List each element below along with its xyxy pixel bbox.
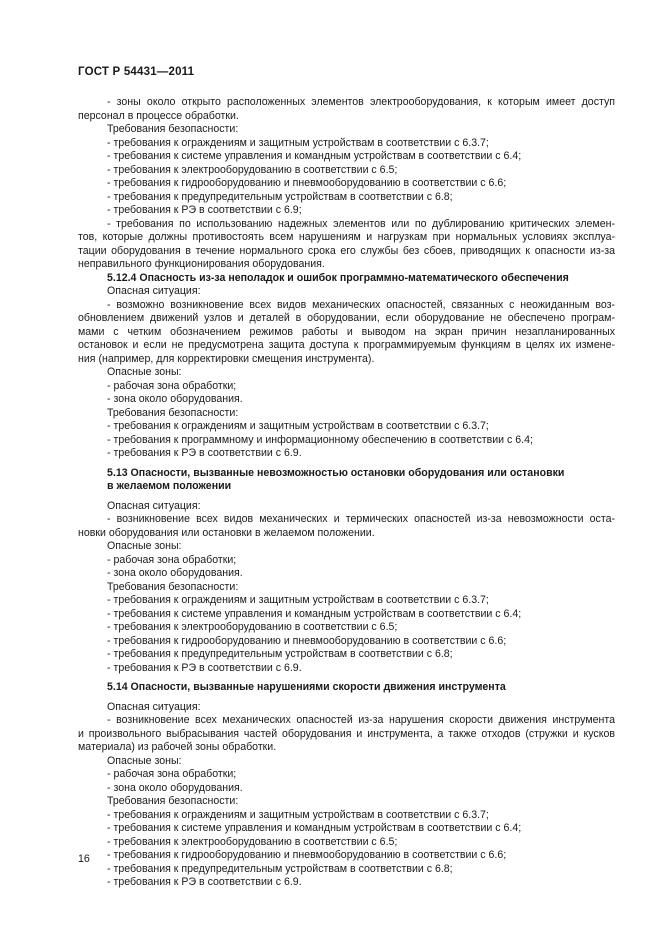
- text-line: Опасная ситуация:: [107, 499, 201, 512]
- section-heading-line: 5.14 Опасности, вызванные нарушениями скорости движения инструмента: [107, 681, 506, 693]
- text-line: - возникновение всех видов механических и термических опасностей из-за невозможности оста-: [107, 513, 615, 525]
- text-line: - требования к гидрооборудованию и пневмооборудованию в соответствии с 6.6;: [107, 177, 507, 189]
- text-line: - требования к предупредительным устройствам в соответствии с 6.8;: [107, 648, 453, 660]
- text-line: - требования к ограждениям и защитным устройствам в соответствии с 6.3.7;: [107, 136, 489, 149]
- text-line: - рабочая зона обработки;: [107, 553, 237, 566]
- text-line: Опасная ситуация:: [107, 285, 201, 297]
- text-line: ния (например, для корректировки смещения инструмента).: [78, 352, 375, 365]
- text-line: тов, которые должны противостоять всем нарушениям и нагрузкам при нормальных условиях эксплуа-: [78, 231, 615, 243]
- text-line: новки оборудования или остановки в желаемом положении.: [78, 526, 375, 539]
- text-line: - требования к ограждениям и защитным устройствам в соответствии с 6.3.7;: [107, 420, 489, 432]
- text-line: - возникновение всех механических опасностей из-за нарушения скорости движения инструмента: [107, 714, 615, 726]
- text-line: - требования к РЭ в соответствии с 6.9.: [107, 661, 302, 674]
- text-line: Требования безопасности:: [107, 795, 239, 807]
- document-header: ГОСТ Р 54431—2011: [78, 66, 195, 78]
- text-line: - требования к РЭ в соответствии с 6.9.: [107, 447, 302, 459]
- text-line: - требования к РЭ в соответствии с 6.9;: [107, 204, 302, 216]
- text-line: - требования к гидрооборудованию и пневмооборудованию в соответствии с 6.6;: [107, 634, 507, 647]
- text-line: материала) из рабочей зоны обработки.: [78, 741, 277, 753]
- text-line: Требования безопасности:: [107, 580, 239, 593]
- text-line: - возможно возникновение всех видов механических опасностей, связанных с неожиданным воз-: [107, 298, 615, 311]
- text-line: обновлением движений узлов и деталей в оборудовании, если оборудование не обеспечено програм-: [78, 312, 615, 324]
- text-line: тации оборудования в течение нормального срока его службы без сбоев, приводящих к опасности из-за: [78, 244, 615, 257]
- text-line: Требования безопасности:: [107, 406, 239, 419]
- text-line: - требования по использованию надежных элементов или по дублированию критических элемен-: [107, 217, 615, 230]
- text-line: - требования к РЭ в соответствии с 6.9.: [107, 876, 302, 888]
- text-line: - требования к электрооборудованию в соответствии с 6.5;: [107, 163, 398, 176]
- text-line: Опасные зоны:: [107, 540, 182, 552]
- text-line: неправильного функционирования оборудования.: [78, 258, 325, 270]
- section-heading-line: в желаемом положении: [107, 480, 232, 492]
- text-line: - требования к предупредительным устройствам в соответствии с 6.8;: [107, 190, 453, 203]
- text-line: - требования к гидрооборудованию и пневмооборудованию в соответствии с 6.6;: [107, 849, 507, 861]
- text-line: Требования безопасности:: [107, 123, 239, 135]
- section-heading-line: 5.12.4 Опасность из-за неполадок и ошибок программно-математического обеспечения: [107, 271, 569, 284]
- text-line: - требования к системе управления и командным устройствам в соответствии с 6.4;: [107, 822, 522, 834]
- text-line: - рабочая зона обработки;: [107, 379, 237, 392]
- text-line: Опасные зоны:: [107, 754, 182, 767]
- text-line: - зона около оборудования.: [107, 781, 243, 794]
- text-line: - требования к предупредительным устройствам в соответствии с 6.8;: [107, 862, 453, 875]
- text-line: - требования к электрооборудованию в соответствии с 6.5;: [107, 835, 398, 848]
- text-line: - зона около оборудования.: [107, 567, 243, 579]
- text-line: мами с четким обозначением режимов работы и выводом на экран причин незапланированных: [78, 325, 615, 338]
- text-line: - рабочая зона обработки;: [107, 768, 237, 780]
- document-body: [78, 96, 615, 890]
- text-line: персонал в процессе обработки.: [78, 109, 239, 122]
- text-line: - требования к ограждениям и защитным устройствам в соответствии с 6.3.7;: [107, 808, 489, 821]
- page-number: 16: [78, 853, 90, 865]
- text-line: - требования к ограждениям и защитным устройствам в соответствии с 6.3.7;: [107, 594, 489, 606]
- text-line: - требования к системе управления и командным устройствам в соответствии с 6.4;: [107, 150, 522, 162]
- section-heading-line: 5.13 Опасности, вызванные невозможностью остановки оборудования или остановки: [107, 466, 565, 479]
- text-line: остановок и если не предусмотрена защита доступа к программируемым функциям в целях их измене-: [78, 339, 615, 351]
- text-line: - требования к программному и информационному обеспечению в соответствии с 6.4;: [107, 433, 533, 446]
- text-line: - требования к электрооборудованию в соответствии с 6.5;: [107, 621, 398, 633]
- text-line: - зона около оборудования.: [107, 393, 243, 405]
- text-line: Опасные зоны:: [107, 366, 182, 378]
- text-line: - зоны около открыто расположенных элементов электрооборудования, к которым имеет доступ: [107, 96, 615, 108]
- text-line: Опасная ситуация:: [107, 700, 201, 713]
- text-line: и произвольного выбрасывания частей оборудования и инструмента, а также отходов (стружки и кусков: [78, 727, 615, 740]
- text-line: - требования к системе управления и командным устройствам в соответствии с 6.4;: [107, 607, 522, 620]
